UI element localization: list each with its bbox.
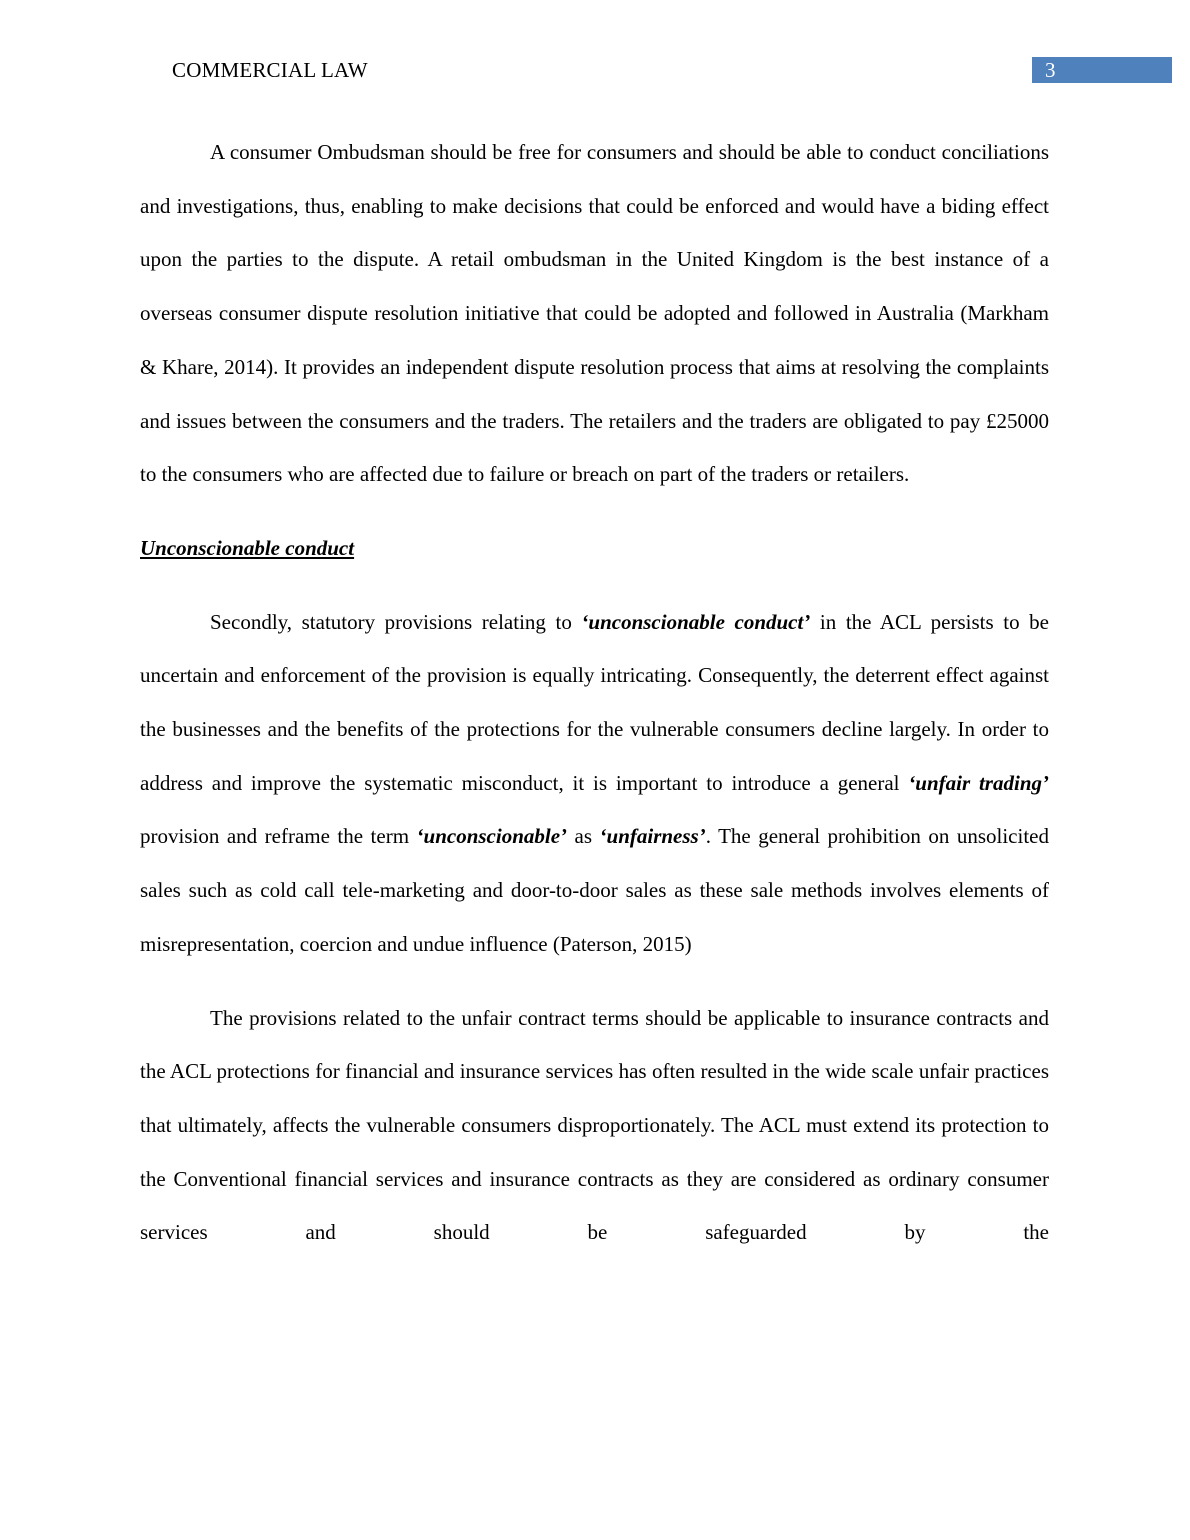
paragraph-ombudsman: A consumer Ombudsman should be free for consumers and should be able to conduct conciliations and investigations, thus, enabling to make decisions that could be enforced and would have a biding effect upon the parties to the dispute. A retail ombudsman in the United Kingdom is the best instance of a overseas consumer dispute resolution initiative that could be adopted and followed in Australia (Markham & Khare, 2014). It provides an independent dispute resolution process that aims at resolving the complaints and issues between the consumers and the traders. The retailers and the traders are obligated to pay £25000 to the consumers who are affected due to failure or breach on part of the traders or retailers. <box>140 140 1049 487</box>
paragraph-gap <box>140 972 1049 992</box>
text-run: in the ACL persists to be uncertain and enforcement of the provision is equally intricating. Consequently, the deterrent effect against the businesses and the benefits of the protections for the vulnerable consumers decline largely. In order to address and improve the systematic misconduct, it is important to introduce a general <box>140 609 1049 795</box>
document-body <box>140 126 1049 1260</box>
running-head: COMMERCIAL LAW <box>172 58 368 82</box>
paragraph-unconscionable-conduct <box>140 596 1049 972</box>
emphasis-unfairness: ‘unfairness’ <box>599 824 706 849</box>
text-run: . The general prohibition on unsolicited sales such as cold call tele-marketing and door-to-door sales as these sale methods involves elements of misrepresentation, coercion and undue influence (Paterson, 2015) <box>140 824 1049 956</box>
emphasis-unconscionable-conduct: ‘unconscionable conduct’ <box>581 609 811 634</box>
emphasis-unconscionable: ‘unconscionable’ <box>416 824 568 849</box>
text-run: as <box>567 824 600 849</box>
emphasis-unfair-trading: ‘unfair trading’ <box>908 770 1049 795</box>
text-run: provision and reframe the term <box>140 824 417 849</box>
text-run: Secondly, statutory provisions relating to <box>210 609 582 634</box>
page-number-box: 3 <box>1032 57 1172 83</box>
paragraph-unfair-contract-terms: The provisions related to the unfair contract terms should be applicable to insurance contracts and the ACL protections for financial and insurance services has often resulted in the wide scale unfair practices that ultimately, affects the vulnerable consumers disproportionately. The ACL must extend its protection to the Conventional financial services and insurance contracts as they are considered as ordinary consumer services and should be safeguarded by the <box>140 1005 1049 1245</box>
section-heading-unconscionable-conduct: Unconscionable conduct <box>140 535 355 560</box>
